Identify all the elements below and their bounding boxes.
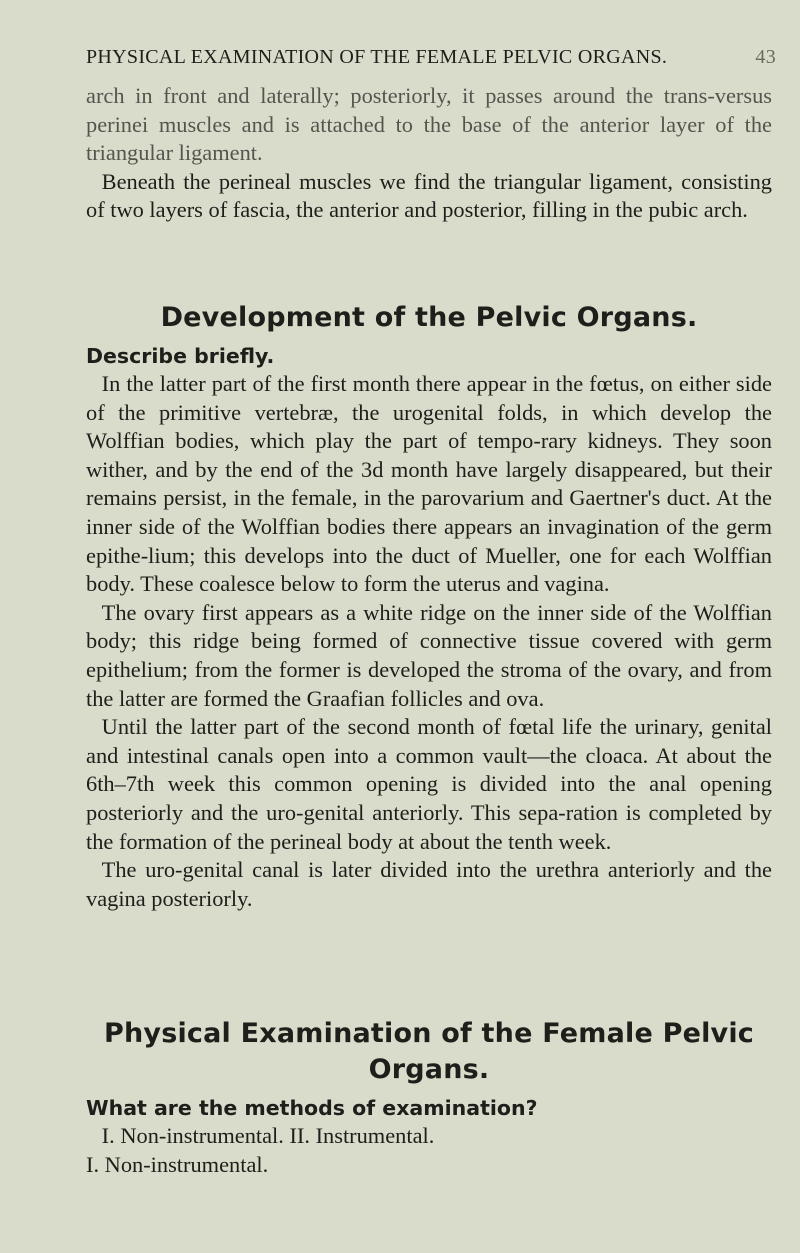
- subheading-non-instrumental: I. Non-instrumental.: [86, 1151, 269, 1177]
- examination-body: [86, 1094, 772, 1179]
- section-heading-examination-line1: Physical Examination of the Female Pelvic: [104, 1018, 754, 1049]
- running-head: [86, 46, 776, 69]
- development-section: [86, 300, 772, 336]
- examination-section: [86, 1016, 772, 1088]
- development-paragraph-2: The ovary first appears as a white ridge on the inner side of the Wolffian body; this ridge being formed of connective tissue covered with germ epithelium; from the former is developed the stroma of the ovary, and from the latter are formed the Graafian follicles and ova.: [86, 599, 772, 711]
- methods-list: I. Non-instrumental. II. Instrumental.: [101, 1123, 435, 1148]
- development-paragraph-3: Until the latter part of the second month of fœtal life the urinary, genital and intestinal canals open into a common vault—the cloaca. At about the 6th–7th week this common opening is divided into the anal opening posteriorly and the uro-genital anteriorly. This sepa-ration is completed by the formation of the perineal body at about the tenth week.: [86, 714, 772, 854]
- development-paragraph-1: In the latter part of the first month there appear in the fœtus, on either side of the primitive vertebræ, the urogenital folds, in which develop the Wolffian bodies, which play the part of tempo-rary kidneys. They soon wither, and by the end of the 3d month have largely disappeared, but their remains persist, in the female, in the parovarium and Gaertner's duct. At the inner side of the Wolffian bodies there appears an invagination of the germ epithe-lium; this develops into the duct of Mueller, one for each Wolffian body. These coalesce below to form the uterus and vagina.: [86, 371, 772, 597]
- running-head-title: PHYSICAL EXAMINATION OF THE FEMALE PELVIC ORGANS.: [86, 46, 668, 68]
- section-heading-development: Development of the Pelvic Organs.: [160, 302, 698, 333]
- intro-block: [86, 82, 772, 225]
- development-body: [86, 342, 772, 913]
- question-describe-briefly: Describe briefly.: [86, 344, 275, 368]
- intro-paragraph-1: arch in front and laterally; posteriorly, it passes around the trans-versus perinei muscles and is attached to the base of the anterior layer of the triangular ligament.: [86, 83, 772, 166]
- section-heading-examination-line2: Organs.: [368, 1054, 490, 1085]
- page-number: 43: [755, 46, 776, 68]
- intro-paragraph-2: Beneath the perineal muscles we find the triangular ligament, consisting of two layers of fascia, the anterior and posterior, filling in the pubic arch.: [86, 168, 772, 223]
- development-paragraph-4: The uro-genital canal is later divided into the urethra anteriorly and the vagina posteriorly.: [86, 857, 772, 911]
- question-methods-of-examination: What are the methods of examination?: [86, 1096, 538, 1120]
